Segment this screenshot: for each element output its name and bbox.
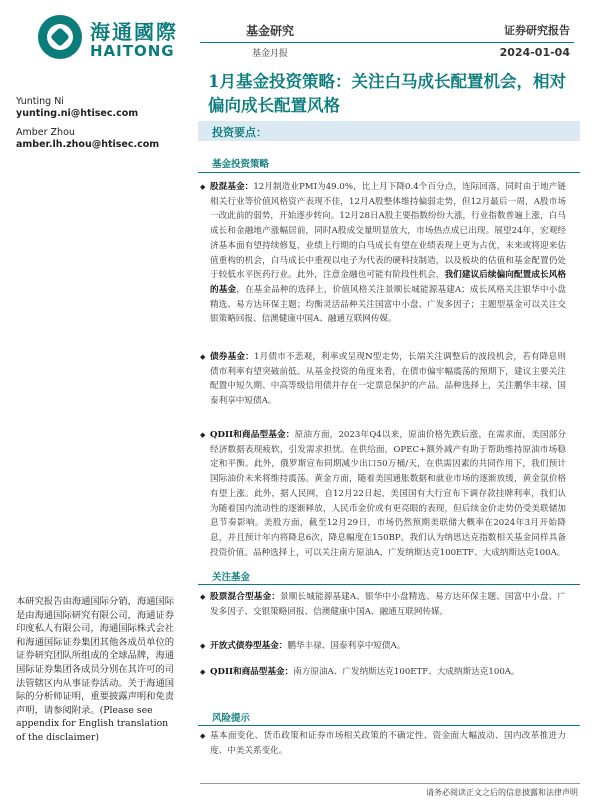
distribution-disclaimer: 本研究报告由海通国际分销，海通国际是由海通国际研究有限公司，海通证券印度私人有限公司，海通国际株式会社和海通国际证券集团其他各成员单位的证券研究团队所组成的全球品牌，海通国际证券集团各成员分别在其许可的司法管辖区内从事证券活动。关于海通国际的分析师证明，重要披露声明和免责声明，请参阅附录。(Please see appendix for English translation of the disclaimer) bbox=[16, 596, 175, 743]
main-content bbox=[198, 121, 580, 771]
logo-english-name: HAITONG bbox=[90, 42, 175, 60]
risk-section-title: 风险提示 bbox=[212, 713, 251, 724]
logo-chinese-name: 海通國際 bbox=[90, 20, 178, 44]
section-divider bbox=[198, 584, 580, 585]
strategy-section-title: 基金投资策略 bbox=[212, 159, 270, 170]
report-category: 基金研究 bbox=[245, 24, 294, 38]
strategy-item-bond bbox=[210, 350, 566, 409]
report-type: 证券研究报告 bbox=[504, 24, 570, 37]
header-divider bbox=[200, 42, 574, 43]
footer-notice: 请务必阅读正文之后的信息披露和法律声明 bbox=[426, 788, 578, 797]
item-text: 南方原油A、广发纳斯达克100ETF、大成纳斯达克100A。 bbox=[293, 667, 520, 677]
item-label: 股混基金： bbox=[210, 182, 254, 192]
author-name: Amber Zhou bbox=[16, 127, 75, 138]
haitong-logo bbox=[38, 12, 188, 62]
item-text: 鹏华丰禄、国泰利享中短债A。 bbox=[287, 641, 406, 651]
report-title: 1月基金投资策略：关注白马成长配置机会，相对偏向成长配置风格 bbox=[208, 72, 566, 115]
item-text: 12月制造业PMI为49.0%，比上月下降0.4个百分点，连际回落，同时由于地产链相关行业等价值风格资产表现不佳，12月A股整体维持偏弱走势，但12月最后一周，A股市场一改此前的弱势，开始逐步转向。12月28日A股主要指数纷纷大涨，行业指数普遍上涨，白马成长和金融地产涨幅居前，同时A股成交量明显放大，市场热点成已出现。展望24年，宏观经济基本面有望持续修复，业绩上行期的白马成长有望在业绩表现上更为占优，未来或将迎来估值重构的机会，白马成长中重视以电子为代表的硬科技制造，以及板块的估值和基金配置仍处于较低水平医药行业。此外，注意金融也可能有阶段性机会， bbox=[210, 182, 566, 281]
item-label: 股票混合型基金： bbox=[210, 592, 280, 602]
report-meta-block bbox=[500, 22, 570, 59]
focus-item-equity bbox=[210, 590, 566, 619]
risk-item bbox=[210, 729, 566, 758]
item-label: QDII和商品型基金： bbox=[210, 667, 294, 677]
report-date: 2024-01-04 bbox=[499, 46, 570, 59]
strategy-item-qdii bbox=[210, 428, 566, 560]
author-2 bbox=[16, 127, 159, 151]
author-name: Yunting Ni bbox=[16, 96, 64, 107]
item-label: 开放式债券型基金： bbox=[210, 641, 288, 651]
footer-divider bbox=[200, 783, 580, 784]
strategy-item-equity bbox=[210, 180, 566, 327]
key-points-title: 投资要点： bbox=[212, 126, 267, 139]
item-label: QDII和商品型基金： bbox=[210, 430, 295, 440]
item-text: 基本面变化、货币政策和证券市场相关政策的不确定性、资金面大幅波动、国内改革推进力度、中美关系变化。 bbox=[210, 731, 566, 756]
logo-mark-icon bbox=[38, 15, 82, 59]
section-divider bbox=[198, 725, 580, 726]
report-category-block bbox=[210, 22, 330, 59]
item-text: 原油方面，2023年Q4以来，原油价格先跌后涨，在需求面，美国部分经济数据表现疲软，引发需求担忧。在供给面，OPEC+额外减产有助于帮助维持原油市场稳定和平衡。此外，俄罗斯宣布同期减少出口50万桶/天，在供需因素的共同作用下，我们预计国际油价未来将维持震荡。黄金方面，随着美国通胀数据和就业市场的逐渐放缓，黄金氛价格有望上涨。此外，据人民网，自12月22日起，美国国有大行宣布下调存款挂牌利率，我们认为随着国内流动性的逐渐释放，人民币金价或有更亮眼的表现，但后续金价走势仍受美联储加息节奏影响。美股方面，截至12月29日，市场仍然预期美联储大概率在2024年3月开始降息，并且预计年内将降息6次，降息幅度在150BP。我们认为纳思达克指数相关基金同样具备投资价值。品种选择上，可以关注南方原油A、广发纳斯达克100ETF、大成纳斯达克100A。 bbox=[210, 430, 567, 558]
focus-section-title: 关注基金 bbox=[212, 572, 251, 583]
section-divider bbox=[198, 172, 580, 173]
focus-item-bond bbox=[210, 639, 566, 654]
item-highlight: 我们建议后续偏向配置成长风格的基金 bbox=[210, 270, 566, 295]
item-label: 债券基金： bbox=[210, 352, 254, 362]
item-text: 1月债市不悲观，利率或呈现N型走势，长端关注调整后的波段机会，若有降息则债市利率有望突破前低。从基金投资的角度来看，在债市偏牢幅震荡的预期下，建议主要关注配置中短久期、中高等级信用债并存在一定票息保护的产品。品种选择上，关注鹏华丰禄、国泰利享中短债A。 bbox=[210, 352, 566, 407]
item-text-after: ，在基金品种的选择上，价值风格关注景顺长城能源基建A；成长风格关注银华中小盘精选、易方达环保主题；均衡灵活品种关注国富中小盘、广发多因子；主题型基金可以关注交银策略回报、信澳健康中国A、融通互联网传媒。 bbox=[210, 284, 566, 325]
item-text: 景顺长城能源基建A、银华中小盘精选、易方达环保主题、国富中小盘、广发多因子、交银策略回报、信澳健康中国A、融通互联网传媒。 bbox=[210, 592, 566, 617]
report-subcategory: 基金月报 bbox=[251, 49, 288, 59]
key-points-header bbox=[198, 121, 580, 141]
author-email[interactable]: amber.lh.zhou@htisec.com bbox=[16, 139, 160, 150]
author-email[interactable]: yunting.ni@htisec.com bbox=[16, 108, 139, 119]
author-1 bbox=[16, 96, 138, 120]
focus-item-qdii bbox=[210, 665, 566, 680]
